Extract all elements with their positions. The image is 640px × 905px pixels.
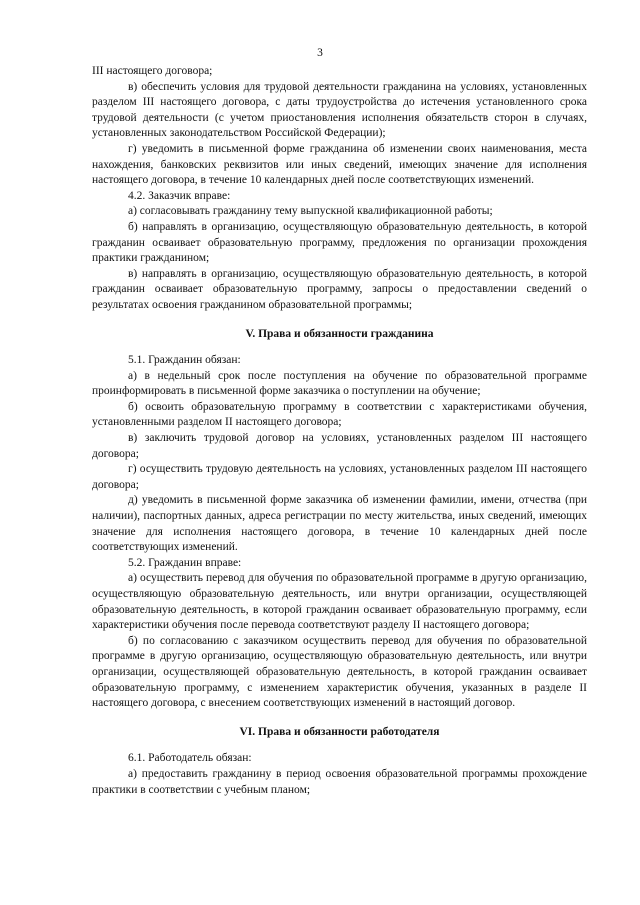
paragraph: а) осуществить перевод для обучения по образовательной программе в другую организацию, осуществляющую образовательную деятельность, или внутри организации, осуществляющей образовательную деятельность, в которой гражданин осваивает образовательную программу, если характеристики обучения после перевода соответствуют разделу II настоящего договора; [92, 572, 587, 632]
paragraph: б) по согласованию с заказчиком осуществить перевод для обучения по образовательной программе в другую организацию, осуществляющую образовательную деятельность, или внутри организации, осуществляющей образовательную деятельность, в которой гражданин осваивает образовательную программу, с изменением характеристик обучения, указанных в разделе II настоящего договора, с внесением соответствующих изменений в настоящий договор. [92, 634, 587, 710]
paragraph: 6.1. Работодатель обязан: [128, 752, 252, 765]
paragraph: б) освоить образовательную программу в соответствии с характеристиками обучения, установленными разделом II настоящего договора; [92, 400, 587, 429]
paragraph: 5.2. Гражданин вправе: [128, 556, 242, 569]
document-body [92, 64, 587, 798]
paragraph: г) уведомить в письменной форме гражданина об изменении своих наименования, места нахождения, банковских реквизитов или иных сведений, имеющих значение для исполнения настоящего договора, в течение 10 календарных дней после соответствующих изменений. [92, 142, 587, 187]
paragraph: 5.1. Гражданин обязан: [128, 354, 241, 367]
paragraph: а) согласовывать гражданину тему выпускной квалификационной работы; [128, 205, 493, 218]
paragraph: б) направлять в организацию, осуществляющую образовательную деятельность, в которой гражданин осваивает образовательную программу, предложения по организации прохождения практики гражданином; [92, 220, 587, 265]
section-6-heading: VI. Права и обязанности работодателя [239, 725, 440, 738]
section-6-content [92, 751, 587, 798]
paragraph: III настоящего договора; [92, 65, 213, 77]
paragraph: в) направлять в организацию, осуществляющую образовательную деятельность, в которой гражданин осваивает образовательную программу, запросы о предоставлении сведений о результатах освоения гражданином образовательной программы; [92, 267, 587, 311]
paragraph: в) обеспечить условия для трудовой деятельности гражданина на условиях, установленных разделом III настоящего договора, с даты трудоустройства до истечения установленного срока трудовой деятельности (с учетом приостановления исполнения обязательств сторон в случаях, установленных законодательством Российской Федерации); [92, 80, 587, 140]
paragraph: а) предоставить гражданину в период освоения образовательной программы прохождение практики в соответствии с учебным планом; [92, 767, 587, 796]
section-5-content [92, 353, 587, 712]
paragraph: 4.2. Заказчик вправе: [128, 189, 231, 202]
paragraph: д) уведомить в письменной форме заказчика об изменении фамилии, имени, отчества (при наличии), паспортных данных, адреса регистрации по месту жительства, иных сведений, имеющих значение для исполнения настоящего договора, в течение 10 календарных дней после соответствующих изменений. [92, 494, 587, 554]
paragraph: г) осуществить трудовую деятельность на условиях, установленных разделом III настоящего договора; [92, 463, 587, 491]
page-number: 3 [317, 47, 323, 59]
paragraph: в) заключить трудовой договор на условиях, установленных разделом III настоящего договора; [92, 432, 587, 460]
paragraph: а) в недельный срок после поступления на обучение по образовательной программе проинформировать в письменной форме заказчика о поступлении на обучение; [92, 369, 587, 398]
section-4-continuation [92, 64, 587, 314]
section-5-heading: V. Права и обязанности гражданина [245, 327, 434, 340]
